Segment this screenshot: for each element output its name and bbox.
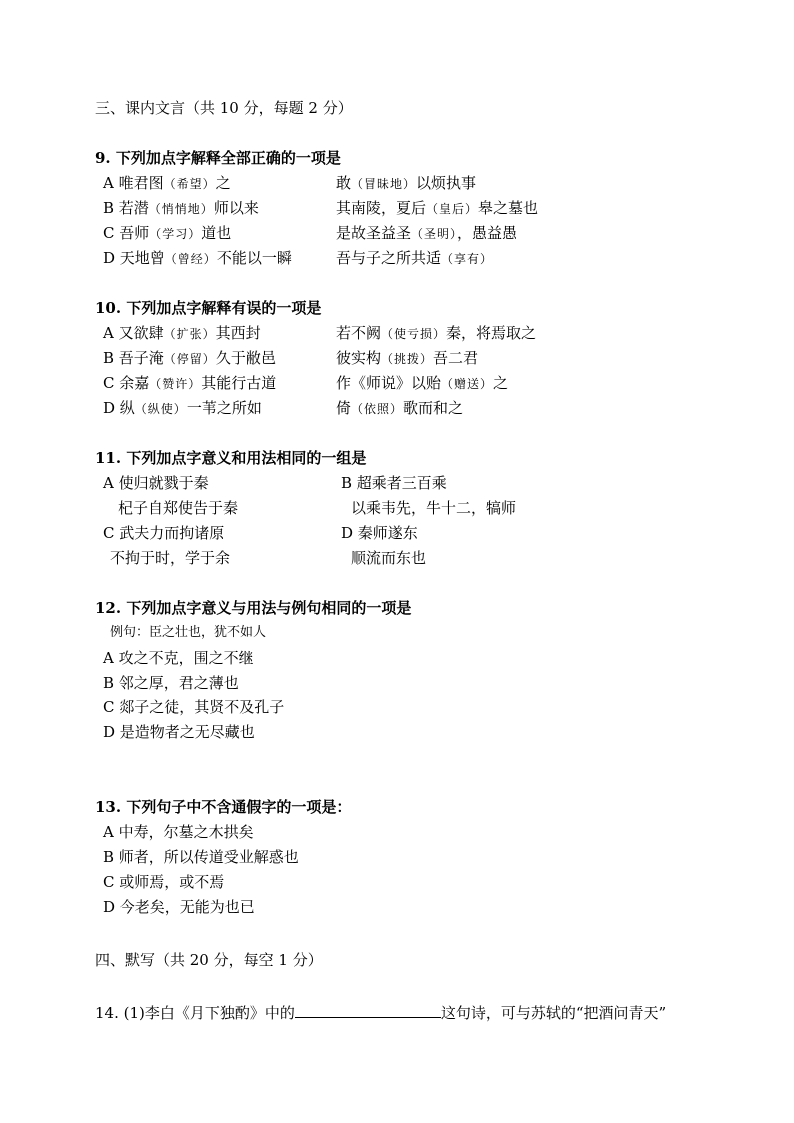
q11-option-d-line2: 顺流而东也 [351,549,427,567]
q12-option-d: D 是造物者之无尽藏也 [103,723,255,741]
q9-option-d-left: D 天地曾（曾经）不能以一瞬 [103,249,292,267]
q11-option-b-line2: 以乘韦先，牛十二，犒师 [351,499,517,517]
question-12-stem: 12. 下列加点字意义与用法与例句相同的一项是 [95,599,412,617]
question-11-stem: 11. 下列加点字意义和用法相同的一组是 [95,449,367,467]
q9-option-c-right: 是故圣益圣（圣明），愚益愚 [336,224,518,242]
q13-option-d: D 今老矣，无能为也已 [103,898,255,916]
q12-option-a: A 攻之不克，围之不继 [103,649,254,667]
q9-option-a-left: A 唯君图（希望）之 [103,174,231,192]
q12-option-c: C 郯子之徒，其贤不及孔子 [103,698,285,716]
q9-option-b-right: 其南陵，夏后（皇后）皋之墓也 [336,199,539,217]
q11-option-a-line1: A 使归就戮于秦 [103,474,209,492]
answer-blank[interactable] [295,1003,441,1018]
section-3-heading: 三、课内文言（共 10 分，每题 2 分） [95,99,353,117]
q9-option-b-left: B 若潜（悄悄地）师以来 [103,199,259,217]
q10-option-a-left: A 又欲肆（扩张）其西封 [103,324,261,342]
q12-option-b: B 邻之厚，君之薄也 [103,674,239,692]
q10-option-c-left: C 余嘉（赞许）其能行古道 [103,374,277,392]
q11-option-a-line2: 杞子自郑使告于秦 [118,499,239,517]
question-13-stem: 13. 下列句子中不含通假字的一项是： [95,798,352,816]
section-4-heading: 四、默写（共 20 分，每空 1 分） [95,951,323,969]
q9-option-c-left: C 吾师（学习）道也 [103,224,232,242]
q10-option-d-left: D 纵（纵使）一苇之所如 [103,399,262,417]
q10-option-b-right: 彼实构（挑拨）吾二君 [336,349,479,367]
question-10-stem: 10. 下列加点字解释有误的一项是 [95,299,322,317]
q11-option-c-line1: C 武夫力而拘诸原 [103,524,225,542]
question-9-stem: 9. 下列加点字解释全部正确的一项是 [95,149,341,167]
q10-option-a-right: 若不阙（使亏损）秦，将焉取之 [336,324,537,342]
q10-option-b-left: B 吾子淹（停留）久于敝邑 [103,349,276,367]
q11-option-c-line2: 不拘于时，学于余 [110,549,231,567]
q11-option-d-line1: D 秦师遂东 [341,524,418,542]
q9-option-a-right: 敢（冒昧地）以烦执事 [336,174,477,192]
q9-option-d-right: 吾与子之所共适（享有） [336,249,494,267]
q13-option-a: A 中寿，尔墓之木拱矣 [103,823,254,841]
q12-example-sentence: 例句：臣之壮也，犹不如人 [110,625,267,640]
q11-option-b-line1: B 超乘者三百乘 [341,474,447,492]
q10-option-c-right: 作《师说》以贻（赠送）之 [336,374,509,392]
q13-option-b: B 师者，所以传道受业解惑也 [103,848,299,866]
question-14-line: 14. (1)李白《月下独酌》中的 这句诗，可与苏轼的“把酒问青天” [95,1004,667,1022]
q10-option-d-right: 倚（依照）歌而和之 [336,399,464,417]
q13-option-c: C 或师焉，或不焉 [103,873,225,891]
